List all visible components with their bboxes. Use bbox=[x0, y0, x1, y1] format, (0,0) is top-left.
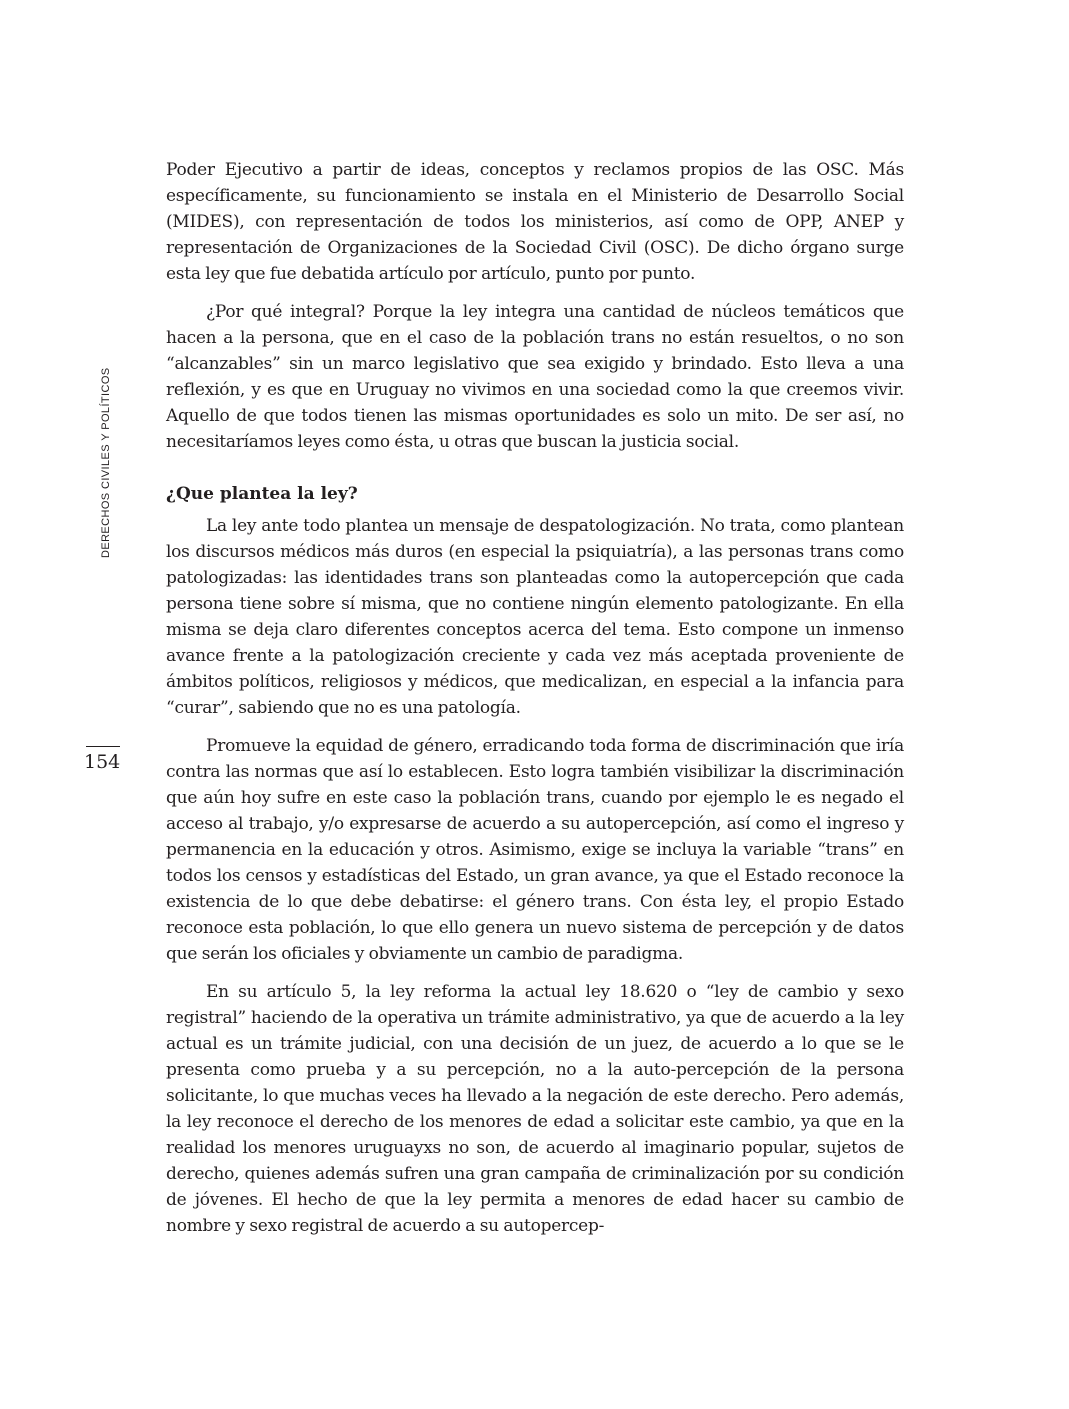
paragraph-2: ¿Por qué integral? Porque la ley integra una cantidad de núcleos temáticos que hacen a la persona, que en el caso de la población trans no están resueltos, o no son “alcanzables” sin un marco legislativo que sea exigido y brindado. Esto lleva a una reflexión, y es que en Uruguay no vivimos en una sociedad como la que creemos vivir. Aquello de que todos tienen las mismas oportunidades es solo un mito. De ser así, no necesitaríamos leyes como ésta, u otras que buscan la justicia social. bbox=[166, 302, 904, 452]
paragraph-5: En su artículo 5, la ley reforma la actual ley 18.620 o “ley de cambio y sexo registral” haciendo de la operativa un trámite administrativo, ya que de acuerdo a la ley actual es un trámite judicial, con una decisión de un juez, de acuerdo a lo que se le presenta como prueba y a su percepción, no a la auto-percepción de la persona solicitante, lo que muchas veces ha llevado a la negación de este derecho. Pero además, la ley reconoce el derecho de los menores de edad a solicitar este cambio, ya que en la realidad los menores uruguayxs no son, de acuerdo al imaginario popular, sujetos de derecho, quienes además sufren una gran campaña de criminalización por su condición de jóvenes. El hecho de que la ley permita a menores de edad hacer su cambio de nombre y sexo registral de acuerdo a su autopercep- bbox=[166, 982, 904, 1236]
paragraph-1: Poder Ejecutivo a partir de ideas, conceptos y reclamos propios de las OSC. Más específicamente, su funcionamiento se instala en el Ministerio de Desarrollo Social (MIDES), con representación de todos los ministerios, así como de OPP, ANEP y representación de Organizaciones de la Sociedad Civil (OSC). De dicho órgano surge esta ley que fue debatida artículo por artículo, punto por punto. bbox=[166, 160, 904, 284]
page-number-rule bbox=[86, 746, 120, 747]
page-number: 154 bbox=[84, 751, 121, 773]
body-text bbox=[166, 157, 904, 1251]
section-heading: ¿Que plantea la ley? bbox=[166, 484, 358, 504]
paragraph-4: Promueve la equidad de género, erradicando toda forma de discriminación que iría contra las normas que así lo establecen. Esto logra también visibilizar la discriminación que aún hoy sufre en este caso la población trans, cuando por ejemplo le es negado el acceso al trabajo, y/o expresarse de acuerdo a su autopercepción, así como el ingreso y permanencia en la educación y otros. Asimismo, exige se incluya la variable “trans” en todos los censos y estadísticas del Estado, un gran avance, ya que el Estado reconoce la existencia de lo que debe debatirse: el género trans. Con ésta ley, el propio Estado reconoce esta población, lo que ello genera un nuevo sistema de percepción y de datos que serán los oficiales y obviamente un cambio de paradigma. bbox=[166, 736, 904, 964]
running-head: DERECHOS CIVILES Y POLÍTICOS bbox=[100, 367, 112, 558]
paragraph-3: La ley ante todo plantea un mensaje de despatologización. No trata, como plantean los discursos médicos más duros (en especial la psiquiatría), a las personas trans como patologizadas: las identidades trans son planteadas como la autopercepción que cada persona tiene sobre sí misma, que no contiene ningún elemento patologizante. En ella misma se deja claro diferentes conceptos acerca del tema. Esto compone un inmenso avance frente a la patologización creciente y cada vez más aceptada proveniente de ámbitos políticos, religiosos y médicos, que medicalizan, en especial a la infancia para “curar”, sabiendo que no es una patología. bbox=[166, 516, 904, 718]
